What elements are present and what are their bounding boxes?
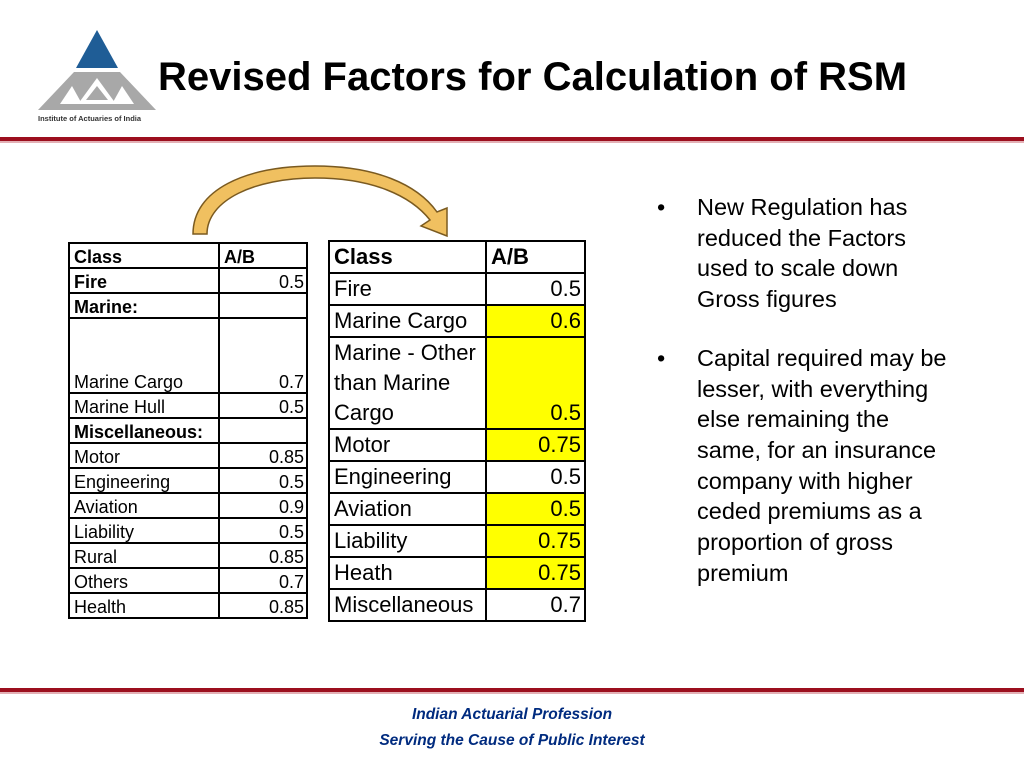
row-ab: 0.5 (219, 393, 307, 418)
table-row (69, 393, 307, 418)
bullet-list (655, 192, 955, 616)
table-row (69, 443, 307, 468)
table-header-row (69, 243, 307, 268)
row-ab (219, 293, 307, 318)
row-ab: 0.75 (486, 557, 585, 589)
row-class: Marine Cargo (329, 305, 486, 337)
bullet-text: Capital required may be lesser, with everything else remaining the same, for an insurance company with higher ceded premiums as a proportion of gross premium (697, 344, 947, 586)
row-ab: 0.9 (219, 493, 307, 518)
row-class: Others (69, 568, 219, 593)
new-factors-table (328, 240, 586, 622)
table-row (69, 568, 307, 593)
row-class: Liability (329, 525, 486, 557)
row-class: Liability (69, 518, 219, 543)
table-row (329, 273, 585, 305)
row-ab: 0.7 (219, 318, 307, 393)
bullet-marker: • (657, 194, 666, 220)
table-row (329, 461, 585, 493)
table-row (329, 589, 585, 621)
row-class: Rural (69, 543, 219, 568)
row-ab: 0.85 (219, 443, 307, 468)
bottom-divider-shadow (0, 692, 1024, 694)
footer-line-2: Serving the Cause of Public Interest (379, 732, 645, 749)
table-row (329, 305, 585, 337)
row-class: Engineering (69, 468, 219, 493)
row-class: Miscellaneous (329, 589, 486, 621)
row-ab: 0.5 (486, 493, 585, 525)
row-class: Miscellaneous: (69, 418, 219, 443)
row-ab: 0.5 (486, 273, 585, 305)
row-ab: 0.85 (219, 593, 307, 618)
row-class: Marine Cargo (69, 318, 219, 393)
bullet-item (655, 192, 955, 315)
table-row (69, 593, 307, 618)
top-divider-shadow (0, 141, 1024, 143)
table-row (69, 468, 307, 493)
row-ab: 0.75 (486, 525, 585, 557)
header-class: Class (329, 241, 486, 273)
curved-arrow-icon (185, 160, 465, 240)
header-class: Class (69, 243, 219, 268)
row-ab: 0.6 (486, 305, 585, 337)
table-row (69, 418, 307, 443)
header-ab: A/B (486, 241, 585, 273)
bullet-text: New Regulation has reduced the Factors used to scale down Gross figures (697, 194, 908, 313)
row-class: Aviation (329, 493, 486, 525)
row-class: Fire (69, 268, 219, 293)
table-row (69, 318, 307, 393)
row-class: Aviation (69, 493, 219, 518)
row-ab: 0.7 (486, 589, 585, 621)
row-class: Motor (69, 443, 219, 468)
row-class: Heath (329, 557, 486, 589)
table-row (329, 493, 585, 525)
row-ab: 0.7 (219, 568, 307, 593)
triangle-logo-icon (38, 28, 156, 112)
footer-line-1: Indian Actuarial Profession (411, 706, 613, 723)
table-row (69, 268, 307, 293)
row-class: Marine: (69, 293, 219, 318)
table-row (69, 293, 307, 318)
old-factors-table (68, 242, 308, 619)
bullet-marker: • (657, 344, 666, 371)
row-class: Motor (329, 429, 486, 461)
row-ab: 0.5 (219, 518, 307, 543)
row-ab: 0.5 (219, 468, 307, 493)
table-row (329, 525, 585, 557)
table-row (69, 493, 307, 518)
table-row (329, 337, 585, 429)
row-ab (219, 418, 307, 443)
institute-logo (38, 28, 156, 132)
table-row (69, 518, 307, 543)
header-ab: A/B (219, 243, 307, 268)
row-class: Fire (329, 273, 486, 305)
row-ab: 0.85 (219, 543, 307, 568)
row-ab: 0.5 (219, 268, 307, 293)
row-ab: 0.5 (486, 461, 585, 493)
table-header-row (329, 241, 585, 273)
row-ab: 0.5 (486, 337, 585, 429)
row-class-line: Cargo (334, 400, 394, 425)
row-class-line: Marine - Other (334, 340, 476, 365)
logo-caption: Institute of Actuaries of India (38, 114, 142, 123)
table-row (329, 557, 585, 589)
row-class (329, 337, 486, 429)
bullet-item (655, 343, 955, 589)
page-title: Revised Factors for Calculation of RSM (158, 55, 908, 99)
table-row (329, 429, 585, 461)
row-class: Marine Hull (69, 393, 219, 418)
row-class: Engineering (329, 461, 486, 493)
row-class-line: than Marine (334, 370, 451, 395)
row-ab: 0.75 (486, 429, 585, 461)
row-class: Health (69, 593, 219, 618)
table-row (69, 543, 307, 568)
